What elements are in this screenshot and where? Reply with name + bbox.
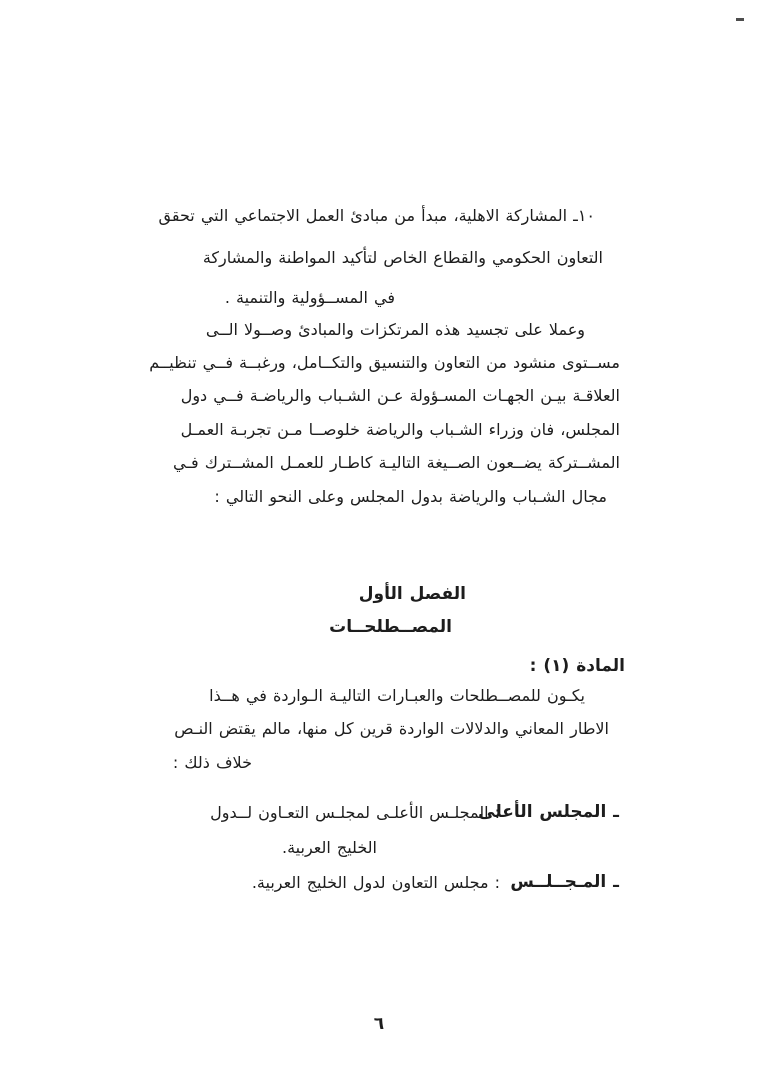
definition-text-supreme-council-line-1: : المجلـس الأعلـى لمجلـس التعـاون لــدول — [210, 803, 500, 822]
article-1-line-1: يكـون للمصــطلحات والعبـارات التاليـة الـواردة في هــذا — [209, 686, 585, 705]
item-10-line-3: في المســؤولية والتنمية . — [224, 288, 395, 307]
chapter-subtitle: المصــطلحــات — [329, 617, 452, 637]
intro-line-1: وعملا على تجسيد هذه المرتكزات والمبادئ وصــولا الــى — [205, 320, 585, 339]
article-1-heading: المادة (١) : — [529, 656, 625, 676]
intro-line-4: المجلس، فان وزراء الشـباب والرياضة خلوصــا مـن تجربـة العمـل — [180, 420, 620, 439]
page-number: ٦ — [373, 1014, 385, 1034]
article-1-line-3: خلاف ذلك : — [172, 753, 252, 772]
item-10-line-2: التعاون الحكومي والقطاع الخاص لتأكيد المواطنة والمشاركة — [202, 248, 603, 267]
article-1-line-2: الاطار المعاني والدلالات الواردة قرين كل منها، مالم يقتض النـص — [174, 719, 609, 738]
definition-text-council-line-1: : مجلس التعاون لدول الخليج العربية. — [251, 873, 500, 892]
definition-text-supreme-council-line-2: الخليج العربية. — [282, 838, 377, 857]
item-10-line-1: ١٠ـ المشاركة الاهلية، مبدأ من مبادئ العمل الاجتماعي التي تحقق — [158, 206, 595, 225]
definition-term-supreme-council: ـ المجلس الأعلى — [478, 802, 619, 822]
intro-line-3: العلاقـة بيـن الجهـات المسـؤولة عـن الشـباب والرياضـة فــي دول — [180, 386, 620, 405]
intro-line-6: مجال الشـباب والرياضة بدول المجلس وعلى النحو التالي : — [214, 487, 607, 506]
chapter-title: الفصل الأول — [358, 584, 466, 604]
intro-line-5: المشــتركة يضــعون الصــيغة التاليـة كاطـار للعمـل المشــترك فـي — [173, 453, 620, 472]
intro-line-2: مســتوى منشود من التعاون والتنسيق والتكــامل، ورغبــة فــي تنظيــم — [149, 353, 620, 372]
corner-scan-mark — [736, 18, 744, 21]
definition-term-council: ـ المـجــلــس — [510, 872, 619, 892]
